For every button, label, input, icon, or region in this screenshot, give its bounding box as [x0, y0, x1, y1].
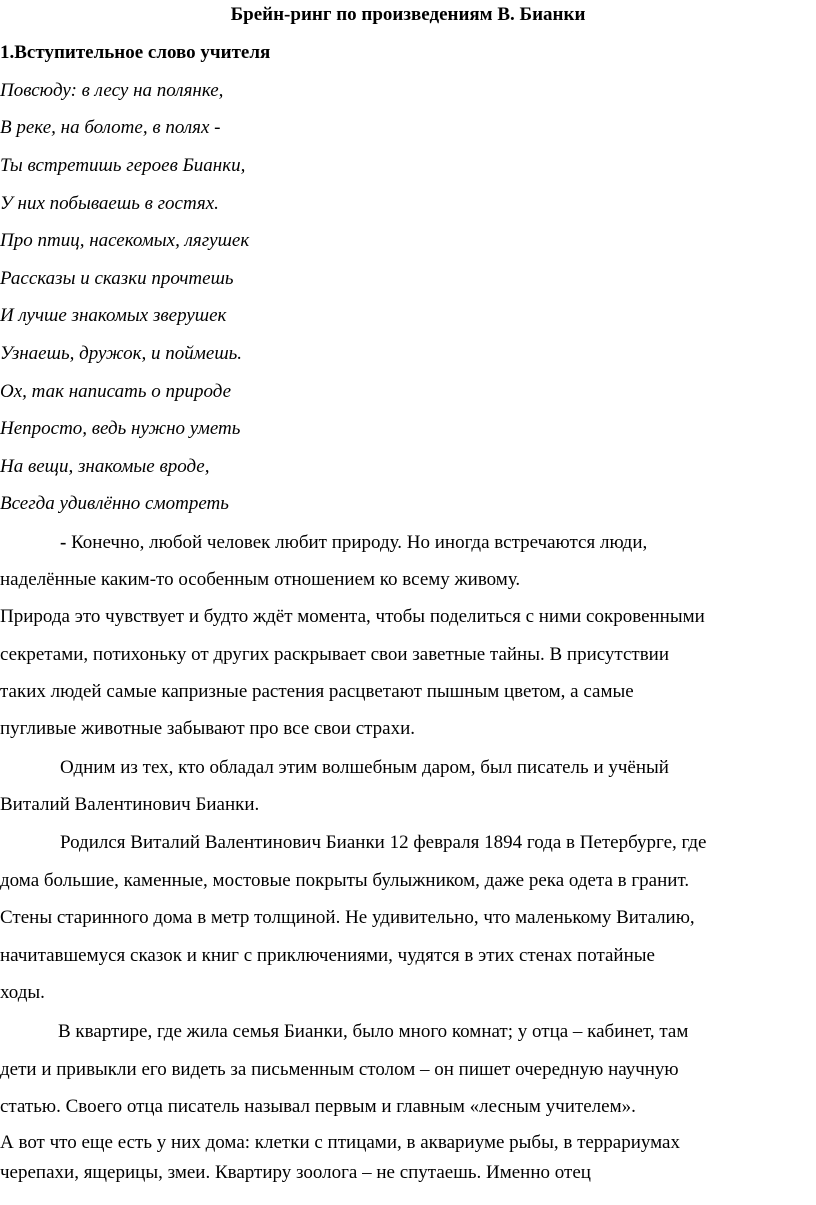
poem-line: Узнаешь, дружок, и поймешь.	[0, 343, 243, 364]
poem-line: Рассказы и сказки прочтешь	[0, 268, 234, 289]
paragraph-line: Родился Виталий Валентинович Бианки 12 февраля 1894 года в Петербурге, где	[60, 832, 707, 853]
paragraph-line: В квартире, где жила семья Бианки, было много комнат; у отца – кабинет, там	[58, 1021, 689, 1042]
poem-line: Повсюду: в лесу на полянке,	[0, 80, 224, 101]
poem-line: Ты встретишь героев Бианки,	[0, 155, 246, 176]
paragraph-line: Одним из тех, кто обладал этим волшебным даром, был писатель и учёный	[60, 757, 669, 778]
paragraph-line: наделённые каким-то особенным отношением ко всему живому.	[0, 569, 521, 590]
poem-line: Про птиц, насекомых, лягушек	[0, 230, 250, 251]
paragraph-line: статью. Своего отца писатель называл первым и главным «лесным учителем».	[0, 1096, 636, 1117]
poem-line: У них побываешь в гостях.	[0, 193, 219, 214]
poem-line: Всегда удивлённо смотреть	[0, 493, 229, 514]
paragraph-line: пугливые животные забывают про все свои страхи.	[0, 718, 416, 739]
document-title: Брейн-ринг по произведениям В. Бианки	[230, 4, 586, 25]
paragraph-line: Виталий Валентинович Бианки.	[0, 794, 260, 815]
paragraph-line: дома большие, каменные, мостовые покрыты булыжником, даже река одета в гранит.	[0, 870, 690, 891]
poem-line: На вещи, знакомые вроде,	[0, 456, 210, 477]
poem-line: В реке, на болоте, в полях -	[0, 117, 221, 138]
paragraph-line: черепахи, ящерицы, змеи. Квартиру зоолога – не спутаешь. Именно отец	[0, 1162, 591, 1183]
paragraph-line	[60, 533, 647, 552]
paragraph-line: таких людей самые капризные растения расцветают пышным цветом, а самые	[0, 681, 634, 702]
poem-line: И лучше знакомых зверушек	[0, 305, 227, 326]
dash-marker: -	[60, 532, 67, 553]
poem-line: Непросто, ведь нужно уметь	[0, 418, 241, 439]
paragraph-text: Конечно, любой человек любит природу. Но иногда встречаются люди,	[66, 532, 648, 553]
poem-line: Ох, так написать о природе	[0, 381, 232, 402]
paragraph-line: Стены старинного дома в метр толщиной. Не удивительно, что маленькому Виталию,	[0, 907, 695, 928]
paragraph-line: дети и привыкли его видеть за письменным столом – он пишет очередную научную	[0, 1059, 679, 1080]
paragraph-line: А вот что еще есть у них дома: клетки с птицами, в аквариуме рыбы, в террариумах	[0, 1132, 680, 1153]
section-heading: 1.Вступительное слово учителя	[0, 42, 271, 63]
paragraph-line: секретами, потихоньку от других раскрывает свои заветные тайны. В присутствии	[0, 644, 669, 665]
paragraph-line: ходы.	[0, 982, 45, 1003]
paragraph-line: Природа это чувствует и будто ждёт момента, чтобы поделиться с ними сокровенными	[0, 606, 705, 627]
paragraph-line: начитавшемуся сказок и книг с приключениями, чудятся в этих стенах потайные	[0, 945, 655, 966]
